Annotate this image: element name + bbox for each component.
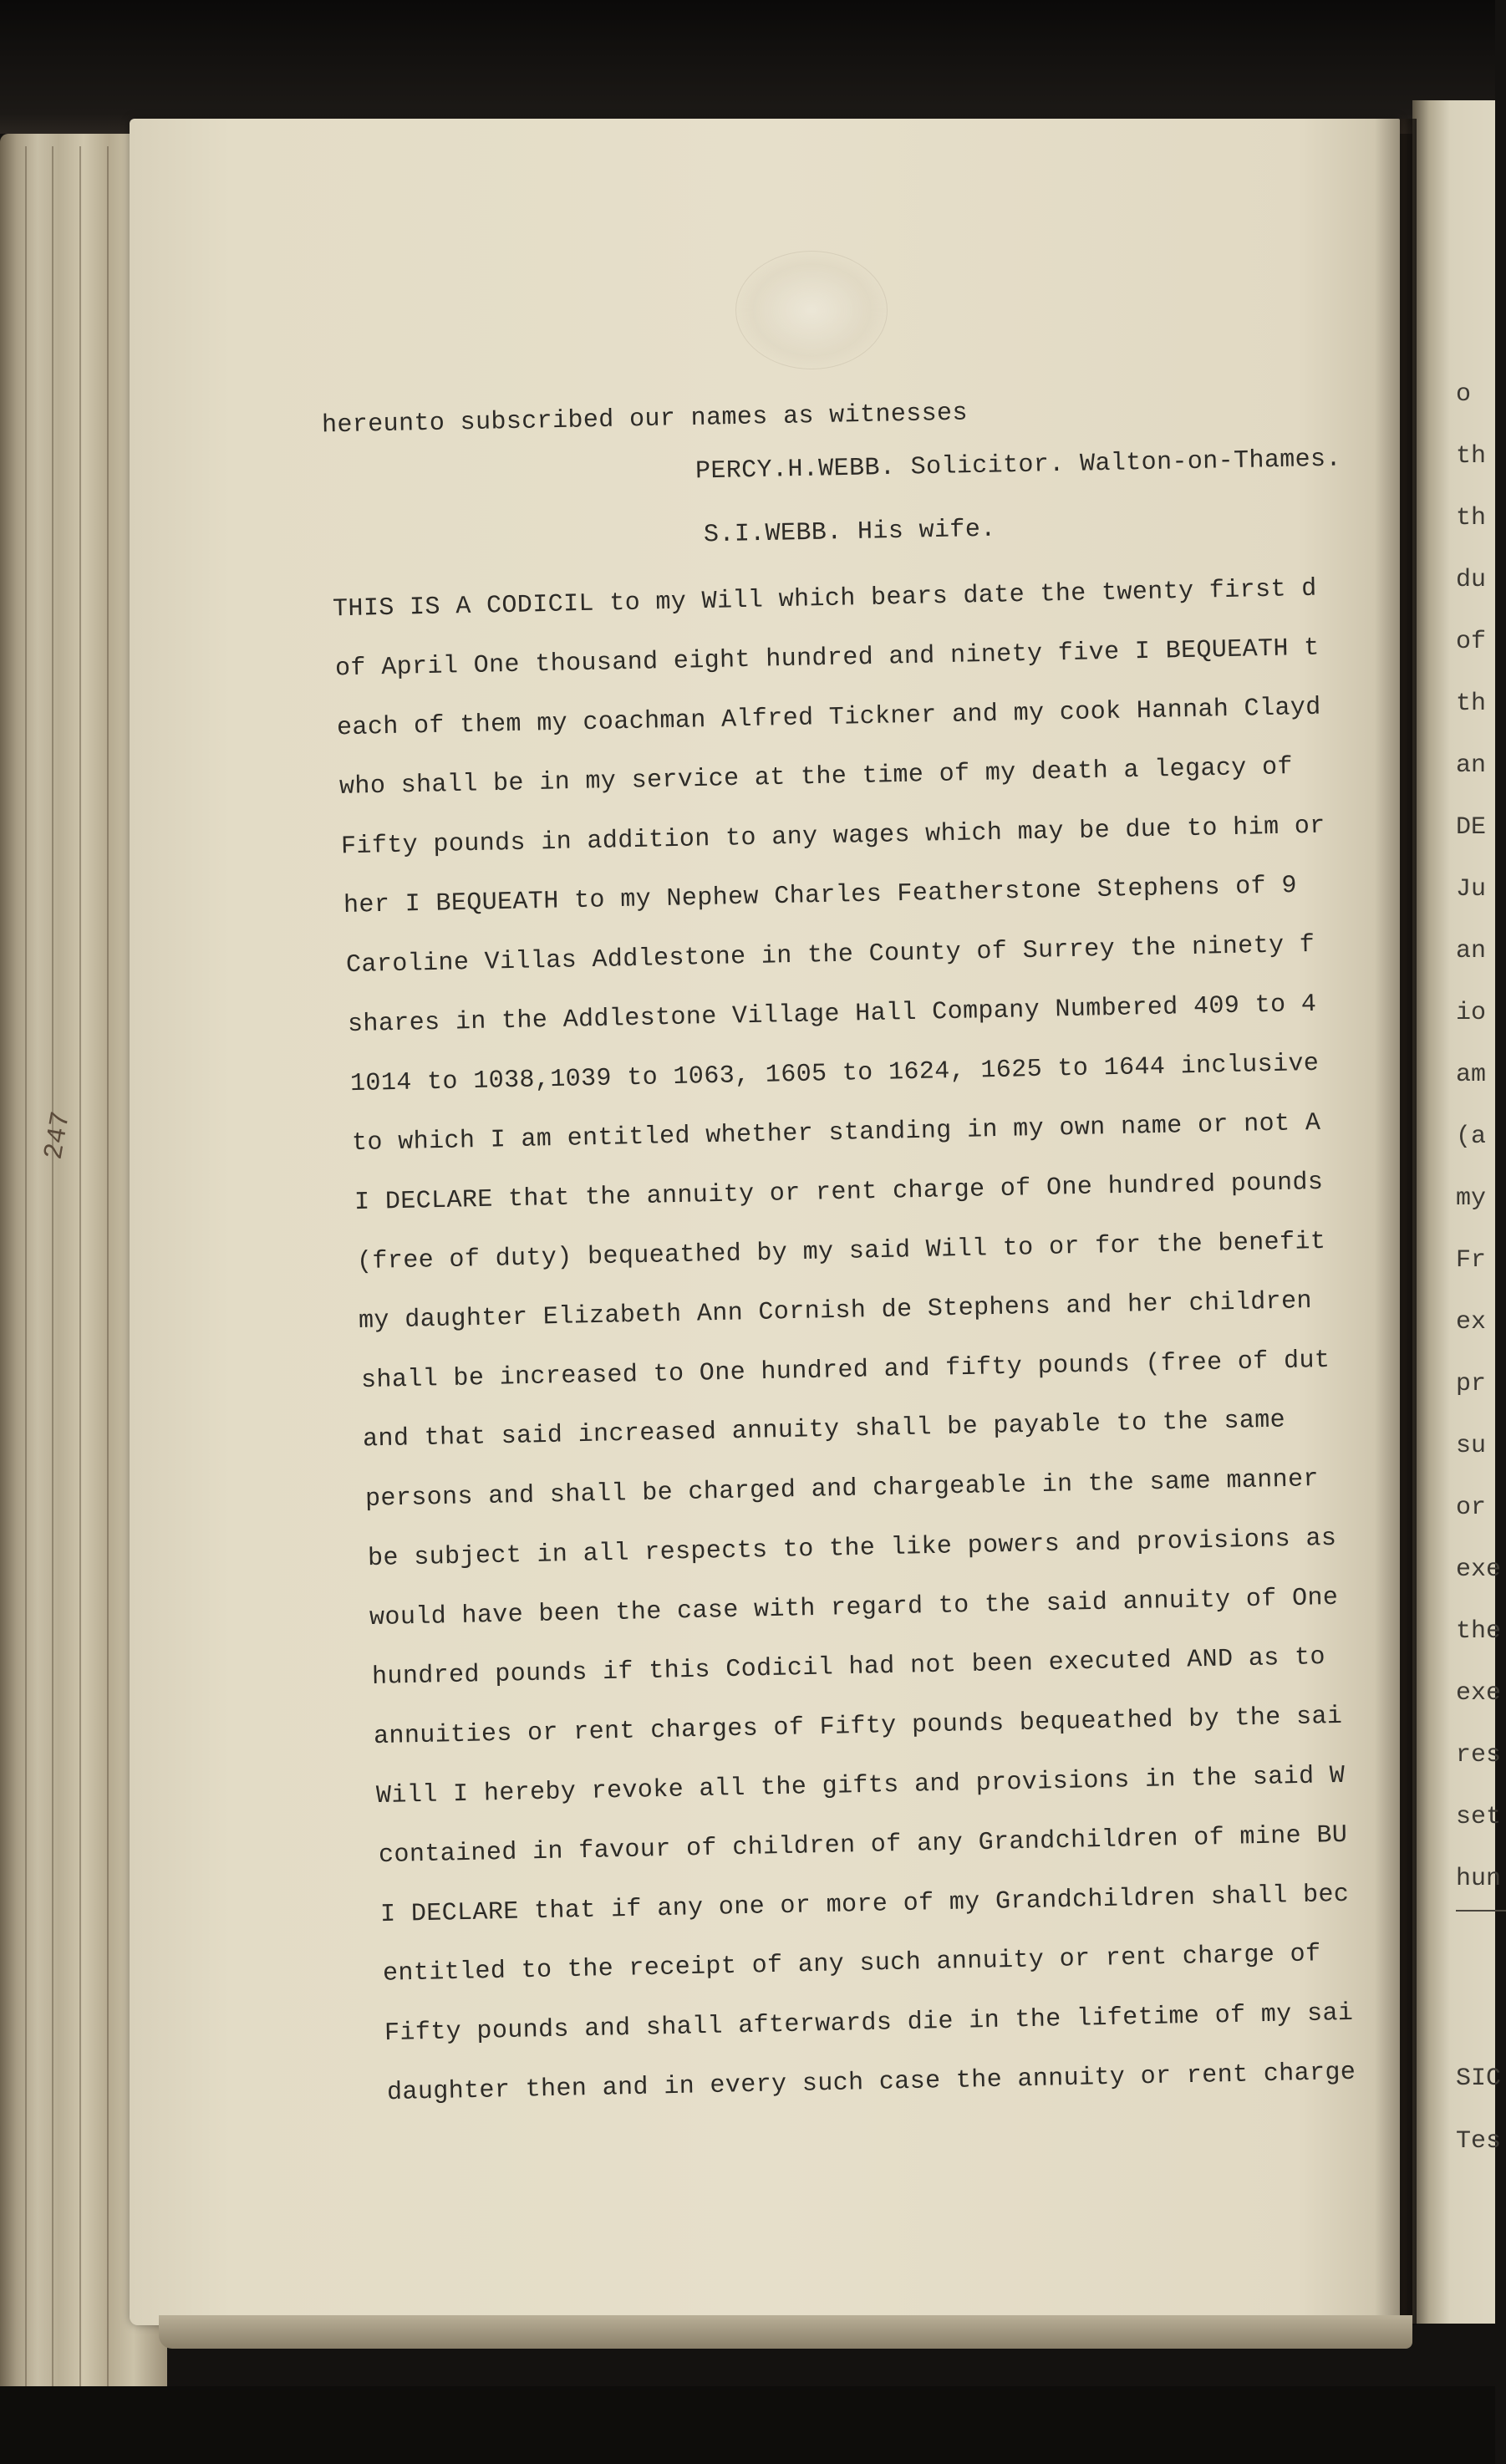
bottom-shadow (0, 2386, 1495, 2464)
adjacent-page-fragment: io (1456, 999, 1487, 1027)
adjacent-page-fragment: th (1456, 442, 1487, 471)
page-gutter-shadow (1375, 119, 1417, 2325)
adjacent-page-fragment: du (1456, 566, 1487, 594)
body-line: each of them my coachman Alfred Tickner and my cook Hannah Clayd (336, 693, 1322, 743)
body-line: (free of duty) bequeathed by my said Will to or for the benefit (356, 1227, 1326, 1277)
adjacent-page-fragment: Fr (1456, 1246, 1487, 1275)
page-edge-line (107, 146, 109, 2386)
body-line: daughter then and in every such case the annuity or rent charge (386, 2058, 1356, 2108)
body-line: Will I hereby revoke all the gifts and provisions in the said W (375, 1761, 1346, 1811)
body-line: Caroline Villas Addlestone in the County of Surrey the ninety f (345, 930, 1315, 980)
adjacent-page-fragment: my (1456, 1184, 1487, 1213)
adjacent-page-rule (1456, 1910, 1506, 1912)
margin-note: 247 (38, 1108, 78, 1163)
body-line: would have been the case with regard to the said annuity of One (369, 1583, 1339, 1633)
body-line: 1014 to 1038,1039 to 1063, 1605 to 1624, 1625 to 1644 inclusive (349, 1049, 1320, 1099)
adjacent-page-fragment: an (1456, 937, 1487, 965)
body-line: hundred pounds if this Codicil had not been executed AND as to (371, 1643, 1326, 1692)
adjacent-page-fragment: exe (1456, 1679, 1502, 1708)
adjacent-page-fragment: ex (1456, 1308, 1487, 1336)
body-line: annuities or rent charges of Fifty pounds bequeathed by the sai (374, 1702, 1344, 1752)
body-line: THIS IS A CODICIL to my Will which bears date the twenty first d (332, 574, 1318, 624)
body-line: contained in favour of children of any Grandchildren of mine BU (378, 1820, 1348, 1871)
body-line: be subject in all respects to the like powers and provisions as (367, 1524, 1337, 1574)
page-bottom-edge (159, 2315, 1412, 2349)
body-line: her I BEQUEATH to my Nephew Charles Featherstone Stephens of 9 (343, 872, 1298, 920)
page-edge-line (79, 146, 81, 2386)
adjacent-page-fragment: (a (1456, 1123, 1487, 1151)
adjacent-page-fragment: exe (1456, 1555, 1502, 1584)
body-line: I DECLARE that the annuity or rent charge of One hundred pounds (354, 1168, 1324, 1218)
witness-signature: PERCY.H.WEBB. Solicitor. Walton-on-Thames. (694, 445, 1342, 486)
adjacent-page-fragment: th (1456, 690, 1487, 718)
body-line: Fifty pounds in addition to any wages which may be due to him or (341, 812, 1326, 862)
adjacent-page-fragment: or (1456, 1494, 1487, 1522)
body-line: of April One thousand eight hundred and ninety five I BEQUEATH t (334, 634, 1320, 684)
body-line: to which I am entitled whether standing in my own name or not A (352, 1108, 1322, 1158)
adjacent-page-fragment: su (1456, 1432, 1487, 1460)
adjacent-page-fragment: res (1456, 1741, 1502, 1769)
adjacent-page-fragment: set (1456, 1803, 1502, 1831)
body-line: Fifty pounds and shall afterwards die in the lifetime of my sai (384, 1998, 1355, 2049)
adjacent-page-fragment: o (1456, 380, 1472, 409)
page-edge-line (25, 146, 27, 2386)
embossed-seal-icon (735, 251, 888, 369)
witness-signature: S.I.WEBB. His wife. (703, 515, 996, 550)
body-line: shall be increased to One hundred and fifty pounds (free of dut (360, 1346, 1330, 1396)
adjacent-page-fragment: hun (1456, 1865, 1502, 1893)
adjacent-page-fragment: DE (1456, 813, 1487, 842)
adjacent-page-fragment: an (1456, 751, 1487, 780)
adjacent-page-fragment: of (1456, 628, 1487, 656)
adjacent-page-fragment: the (1456, 1617, 1502, 1646)
body-line: entitled to the receipt of any such annuity or rent charge of (382, 1940, 1321, 1988)
body-line: my daughter Elizabeth Ann Cornish de Stephens and her children (358, 1287, 1313, 1336)
body-line: and that said increased annuity shall be payable to the same (363, 1406, 1286, 1454)
body-line: shares in the Addlestone Village Hall Company Numbered 409 to 4 (347, 990, 1317, 1040)
binding-shadow (0, 0, 1495, 134)
page-edge-line (52, 146, 53, 2386)
adjacent-page-fragment: SIC (1456, 2064, 1502, 2093)
body-line: who shall be in my service at the time of my death a legacy of (338, 753, 1294, 802)
adjacent-page-fragment: pr (1456, 1370, 1487, 1398)
adjacent-page-fragment: Tes (1456, 2127, 1502, 2156)
body-line: I DECLARE that if any one or more of my Grandchildren shall bec (379, 1880, 1350, 1930)
body-line: persons and shall be charged and chargeable in the same manner (364, 1465, 1320, 1514)
adjacent-page-fragment: am (1456, 1061, 1487, 1089)
adjacent-page-fragment: Ju (1456, 875, 1487, 904)
adjacent-page-fragment: th (1456, 504, 1487, 532)
heading-line: hereunto subscribed our names as witnesses (321, 399, 969, 440)
